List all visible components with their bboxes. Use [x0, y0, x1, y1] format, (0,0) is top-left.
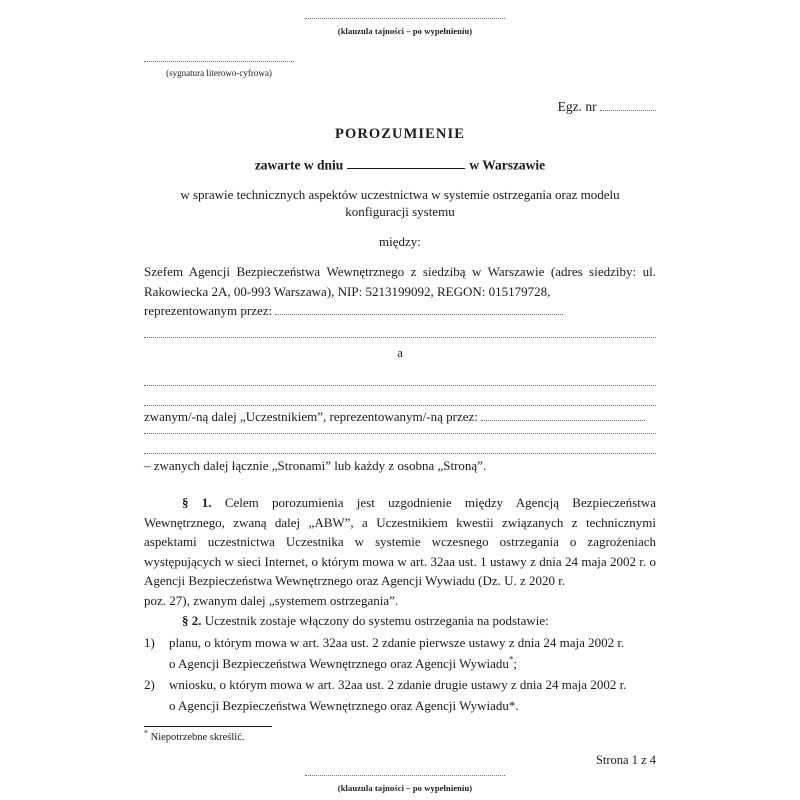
- footnote-marker: *: [144, 728, 148, 738]
- footnote-ref-star-icon: *: [508, 654, 514, 665]
- blank-dotted-line-2: [144, 385, 656, 386]
- party-two-block: [144, 409, 656, 425]
- blank-dotted-line-1: [144, 337, 656, 338]
- bottom-classification-dotted-rule: [305, 775, 505, 776]
- agreement-date-blank: [347, 157, 465, 169]
- list-item-line-1: planu, o którym mowa w art. 32aa ust. 2 zdanie pierwsze ustawy z dnia 24 maja 2002 r.: [169, 635, 625, 650]
- list-item-line-2: o Agencji Bezpieczeństwa Wewnętrznego oraz Agencji Wywiadu: [169, 698, 509, 713]
- blank-dotted-line-3: [144, 405, 656, 406]
- paragraph-2-text: Uczestnik zostaje włączony do systemu ostrzegania na podstawie:: [204, 613, 549, 628]
- page-number: Strona 1 z 4: [595, 753, 656, 767]
- blank-dotted-line-5: [144, 453, 656, 454]
- paragraph-1-last-line: poz. 27), zwanym dalej „systemem ostrzegania”.: [144, 592, 399, 608]
- party-one-represented-dots: [275, 305, 563, 315]
- footnote-separator: [144, 726, 272, 727]
- paragraph-1: [144, 493, 656, 610]
- top-classification-dotted-rule: [305, 18, 505, 19]
- copy-number-label: Egz. nr: [557, 99, 597, 114]
- conjunction-a: a: [397, 346, 403, 360]
- bottom-classification-clause: [305, 775, 505, 793]
- paragraph-2: [144, 611, 656, 631]
- page-title: POROZUMIENIE: [334, 126, 465, 142]
- copy-number-dots: [600, 100, 656, 111]
- blank-dotted-line-4: [144, 433, 656, 434]
- agreement-date-suffix: w Warszawie: [469, 157, 546, 173]
- between-label: między:: [379, 234, 421, 249]
- agreement-subject: w sprawie technicznych aspektów uczestnictwa w systemie ostrzegania oraz modelu konfiguracji systemu: [180, 187, 620, 219]
- footnote-text: Niepotrzebne skreślić.: [150, 732, 245, 743]
- footnote: [144, 728, 245, 743]
- list-item-marker: 2): [144, 677, 155, 692]
- party-one-text: Szefem Agencji Bezpieczeństwa Wewnętrznego z siedzibą w Warszawie (adres siedziby: ul. Rakowiecka 2A, 00-993 Warszawa), NIP: 5213199092, REGON: 015179728,: [144, 264, 656, 299]
- parties-jointly-line: – zwanych dalej łącznie „Stronami” lub każdy z osobna „Stroną”.: [144, 458, 487, 473]
- signature-field: [144, 61, 294, 78]
- list-item: [144, 632, 656, 674]
- party-one-block: [144, 262, 656, 321]
- party-one-representation-line: [144, 301, 656, 321]
- list-item-line-2: o Agencji Bezpieczeństwa Wewnętrznego oraz Agencji Wywiadu: [169, 656, 509, 671]
- party-two-called-label: zwanym/-ną dalej „Uczestnikiem”, reprezentowanym/-ną przez:: [144, 409, 478, 424]
- list-item-line-2-punct: ;: [513, 656, 518, 671]
- top-classification-caption: (klauzula tajności – po wypełnieniu): [337, 26, 473, 36]
- party-two-represented-dots: [481, 411, 645, 421]
- list-item-marker: 1): [144, 635, 155, 650]
- paragraph-2-marker: § 2.: [182, 613, 202, 628]
- party-one-represented-label: reprezentowanym przez:: [144, 303, 273, 318]
- signature-dotted-rule: [144, 61, 294, 62]
- footnote-ref-star-icon: *: [508, 698, 516, 713]
- signature-caption: (sygnatura literowo-cyfrowa): [166, 68, 272, 78]
- top-classification-clause: [305, 18, 505, 36]
- agreement-date-prefix: zawarte w dniu: [254, 157, 344, 173]
- list-item: [144, 674, 656, 716]
- paragraph-1-text: Celem porozumienia jest uzgodnienie między Agencją Bezpieczeństwa Wewnętrznego, zwaną dalej „ABW”, a Uczestnikiem kwestii związanych z technicznymi aspektami uczestnictwa Uczestnika w systemie wczesnego ostrzegania o zagrożeniach występujących w sieci Internet, o którym mowa w art. 32aa ust. 1 ustawy z dnia 24 maja 2002 r. o Agencji Bezpieczeństwa Wewnętrznego oraz Agencji Wywiadu (Dz. U. z 2020 r.: [144, 495, 657, 588]
- bottom-classification-caption: (klauzula tajności – po wypełnieniu): [337, 783, 473, 793]
- agreement-date-line: [144, 157, 656, 173]
- paragraph-2-list: [144, 632, 656, 716]
- list-item-line-1: wniosku, o którym mowa w art. 32aa ust. 2 zdanie drugie ustawy z dnia 24 maja 2002 r.: [169, 677, 627, 692]
- paragraph-1-marker: § 1.: [182, 495, 212, 510]
- list-item-line-2-punct: .: [515, 698, 519, 713]
- copy-number-field: [558, 99, 656, 115]
